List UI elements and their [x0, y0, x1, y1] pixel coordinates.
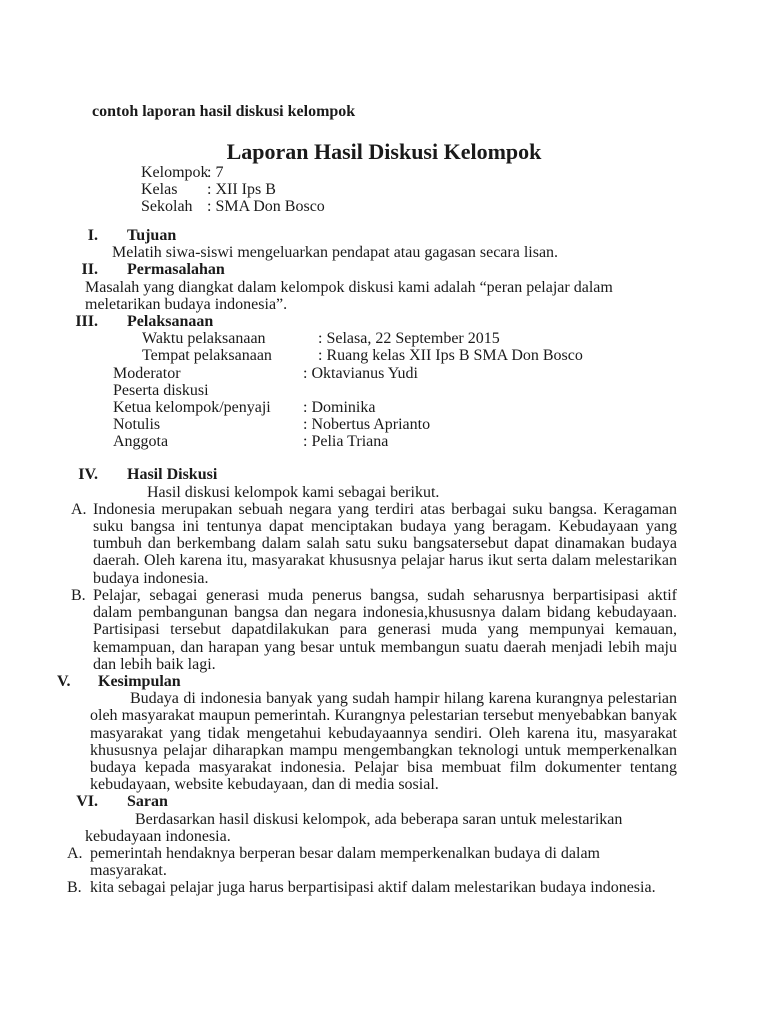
document-body [57, 227, 677, 897]
section-heading-saran [57, 793, 677, 810]
list-marker: A. [67, 844, 83, 862]
saran-intro: Berdasarkan hasil diskusi kelompok, ada beberapa saran untuk melestarikan kebudayaan indonesia. [85, 810, 623, 845]
list-marker: A. [71, 500, 87, 518]
row-label: Waktu pelaksanaan [142, 330, 266, 348]
section-heading-tujuan [57, 227, 677, 244]
pelaksanaan-row-notulis [57, 416, 677, 433]
section-body-permasalahan: Masalah yang diangkat dalam kelompok diskusi kami adalah “peran pelajar dalam meletarikan budaya indonesia”. [85, 278, 613, 313]
row-label: Notulis [113, 416, 161, 434]
section-heading-kesimpulan [57, 673, 677, 690]
row-value: : Oktavianus Yudi [303, 364, 418, 382]
hasil-item-a [57, 501, 677, 587]
section-title: Kesimpulan [98, 672, 181, 690]
row-label: Anggota [113, 433, 169, 451]
section-number: V. [57, 672, 71, 690]
header-field-kelompok [57, 164, 677, 181]
section-number: VI. [76, 793, 98, 811]
section-heading-hasil-diskusi [57, 466, 677, 483]
row-value: : Ruang kelas XII Ips B SMA Don Bosco [318, 347, 583, 365]
section-body-tujuan: Melatih siwa-siswi mengeluarkan pendapat atau gagasan secara lisan. [112, 244, 559, 262]
row-label: Tempat pelaksanaan [142, 347, 272, 365]
list-item-text: kita sebagai pelajar juga harus berpartisipasi aktif dalam melestarikan budaya indonesia. [90, 879, 656, 897]
section-number: II. [81, 261, 98, 279]
list-marker: B. [67, 879, 82, 897]
field-label: Kelompok [141, 164, 209, 181]
section-number: III. [75, 312, 98, 330]
row-value: : Selasa, 22 September 2015 [318, 330, 500, 348]
pelaksanaan-row-ketua [57, 399, 677, 416]
header-field-kelas [57, 181, 677, 198]
section-body-kesimpulan: Budaya di indonesia banyak yang sudah hampir hilang karena kurangnya pelestarian oleh masyarakat maupun pemerintah. Kurangnya pelestarian tersebut menyebabkan banyak masyarakat yang tidak mengetahui kebudayaannya sendiri. Oleh karena itu, masyarakat khususnya pelajar diharapkan mampu mengembangkan teknologi untuk memperkenalkan budaya kepada masyarakat indonesia. Pelajar bisa membuat film dokumenter tentang kebudayaan, website kebudayaan, dan di media sosial. [90, 690, 677, 794]
list-item-text: Indonesia merupakan sebuah negara yang terdiri atas berbagai suku bangsa. Keragaman suku bangsa ini tentunya dapat menciptakan budaya yang beragam. Kebudayaan yang tumbuh dan berkembang dalam salah satu suku bangsatersebut dapat dinamakan budaya daerah. Oleh karena itu, masyarakat khususnya pelajar harus ikut serta dalam melestarikan budaya indonesia. [93, 500, 677, 587]
field-value: : 7 [207, 164, 224, 181]
document-caption: contoh laporan hasil diskusi kelompok [92, 103, 356, 120]
pelaksanaan-row-peserta [57, 382, 677, 399]
section-heading-pelaksanaan [57, 313, 677, 330]
row-label: Ketua kelompok/penyaji [113, 398, 271, 416]
report-header-fields [57, 164, 677, 216]
saran-item-b [57, 879, 674, 896]
row-value: : Pelia Triana [303, 433, 389, 451]
field-label: Sekolah [141, 198, 193, 216]
section-heading-permasalahan [57, 261, 677, 278]
field-value: : XII Ips B [207, 181, 276, 199]
section-title: Saran [127, 793, 168, 811]
pelaksanaan-row-moderator [57, 365, 677, 382]
section-title: Permasalahan [127, 261, 225, 279]
row-label: Peserta diskusi [113, 381, 209, 399]
pelaksanaan-row-anggota [57, 433, 677, 450]
section-number: I. [87, 227, 98, 244]
header-field-sekolah [57, 198, 677, 215]
field-value: : SMA Don Bosco [207, 198, 325, 216]
hasil-item-b [57, 587, 677, 673]
section-title: Tujuan [127, 227, 177, 244]
section-spacer [57, 450, 677, 466]
list-marker: B. [71, 586, 86, 604]
page-title: Laporan Hasil Diskusi Kelompok [226, 139, 542, 164]
section-number: IV. [78, 466, 98, 484]
pelaksanaan-row-tempat [57, 347, 677, 364]
saran-item-a [57, 845, 674, 879]
section-title: Pelaksanaan [127, 312, 214, 330]
row-value: : Dominika [303, 398, 376, 416]
section-title: Hasil Diskusi [127, 466, 218, 484]
field-label: Kelas [141, 181, 178, 199]
row-value: : Nobertus Aprianto [303, 416, 431, 434]
pelaksanaan-row-waktu [57, 330, 677, 347]
row-label: Moderator [113, 364, 181, 382]
list-item-text: Pelajar, sebagai generasi muda penerus bangsa, sudah seharusnya berpartisipasi aktif dalam pembangunan bangsa dan negara indonesia,khususnya dalam bidang kebudayaan. Partisipasi tersebut dapatdilakukan para generasi muda yang mempunyai kemauan, kemampuan, dan harapan yang besar untuk membangun suatu daerah menjadi lebih maju dan lebih baik lagi. [93, 586, 677, 673]
list-item-text: pemerintah hendaknya berperan besar dalam memperkenalkan budaya di dalam masyarakat. [90, 844, 600, 880]
hasil-diskusi-intro: Hasil diskusi kelompok kami sebagai berikut. [147, 483, 440, 501]
